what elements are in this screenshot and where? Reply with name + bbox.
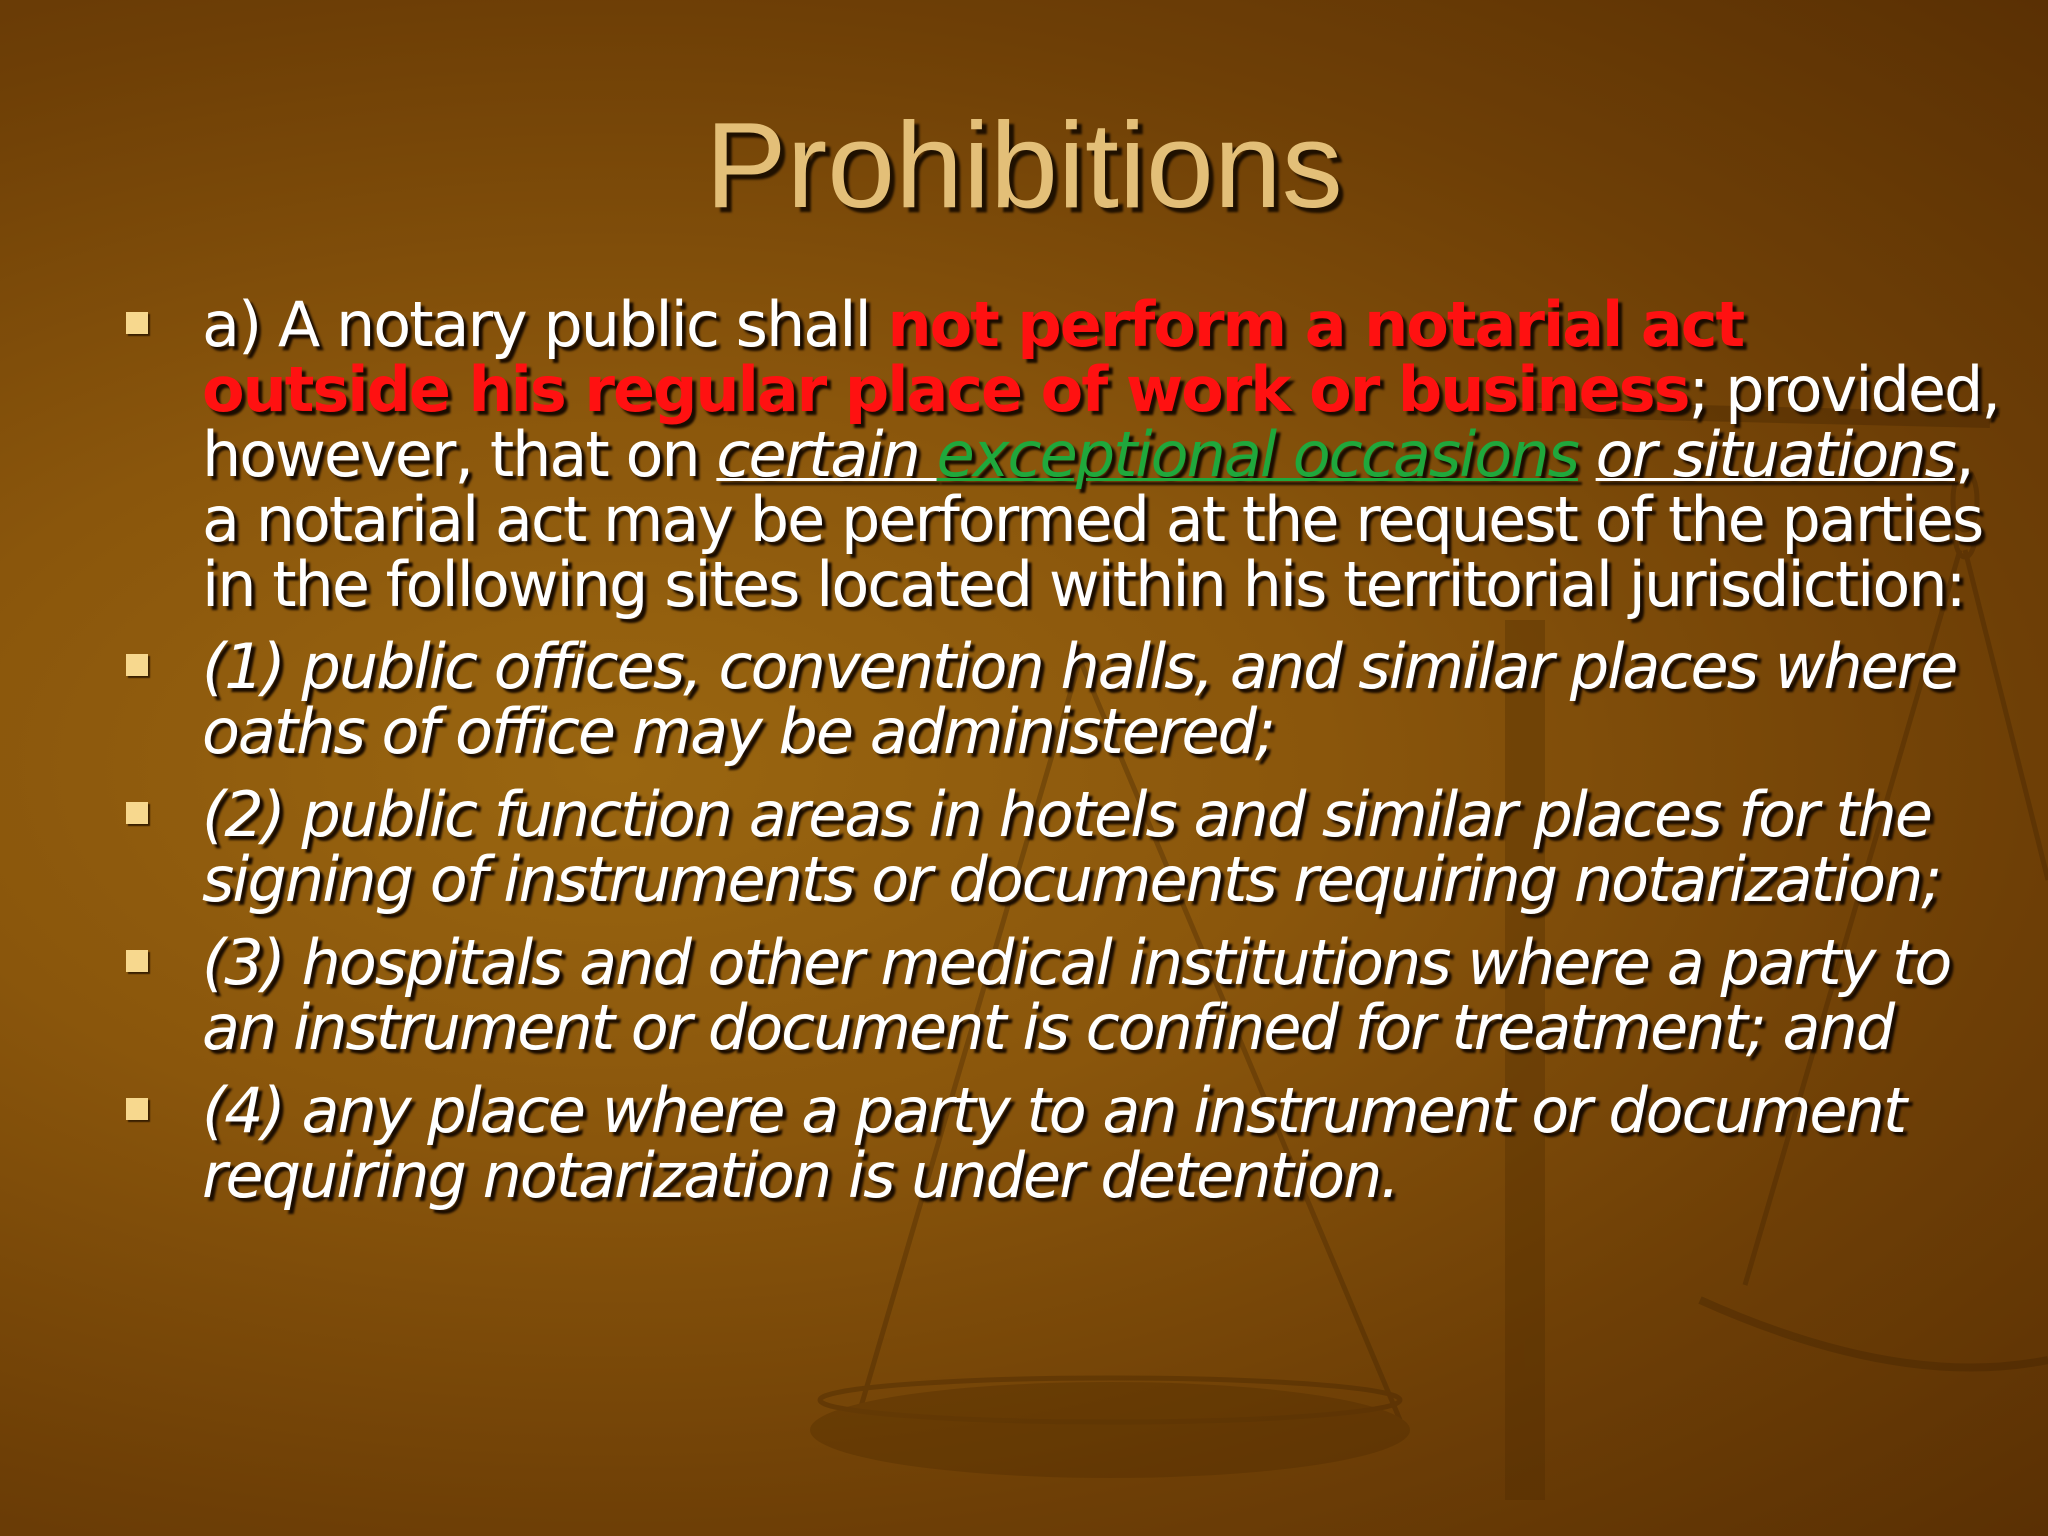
list-item [126,288,2006,621]
bullet-square-icon [126,802,148,824]
list-item [126,926,2006,1064]
bullet-square-icon [126,312,148,334]
bullet-square-icon [126,1098,148,1120]
bullet-a-underlined: certain [716,418,937,491]
list-item [126,630,2006,768]
bullet-a-after-emphasis: ; provided, however, that on [202,353,2000,491]
bullet-square-icon [126,654,148,676]
prohibitions-list [126,288,2006,1212]
bullet-square-icon [126,950,148,972]
list-item-text: (1) public offices, convention halls, and similar places where oaths of office may be administered; [202,630,1957,768]
list-item-text: (4) any place where a party to an instrument or document requiring notarization is under detention. [202,1074,1906,1212]
bullet-a-emphasis: not perform a notarial act outside his regular place of work or business [202,288,1744,426]
list-item [126,1074,2006,1212]
bullet-a-highlight-link[interactable]: exceptional occasions [936,418,1578,491]
slide-title: Prohibitions [705,97,1343,233]
bullet-a-suffix: , a notarial act may be performed at the request of the parties in the following sites located within his territorial jurisdiction: [202,418,1983,621]
list-item-text: (3) hospitals and other medical institutions where a party to an instrument or document is confined for treatment; and [202,926,1951,1064]
bullet-a-underlined-tail: or situations [1595,418,1955,491]
list-item-text: (2) public function areas in hotels and similar places for the signing of instruments or documents requiring notarization; [202,778,1941,916]
list-item [126,778,2006,916]
bullet-a-prefix: a) A notary public shall [202,288,888,361]
